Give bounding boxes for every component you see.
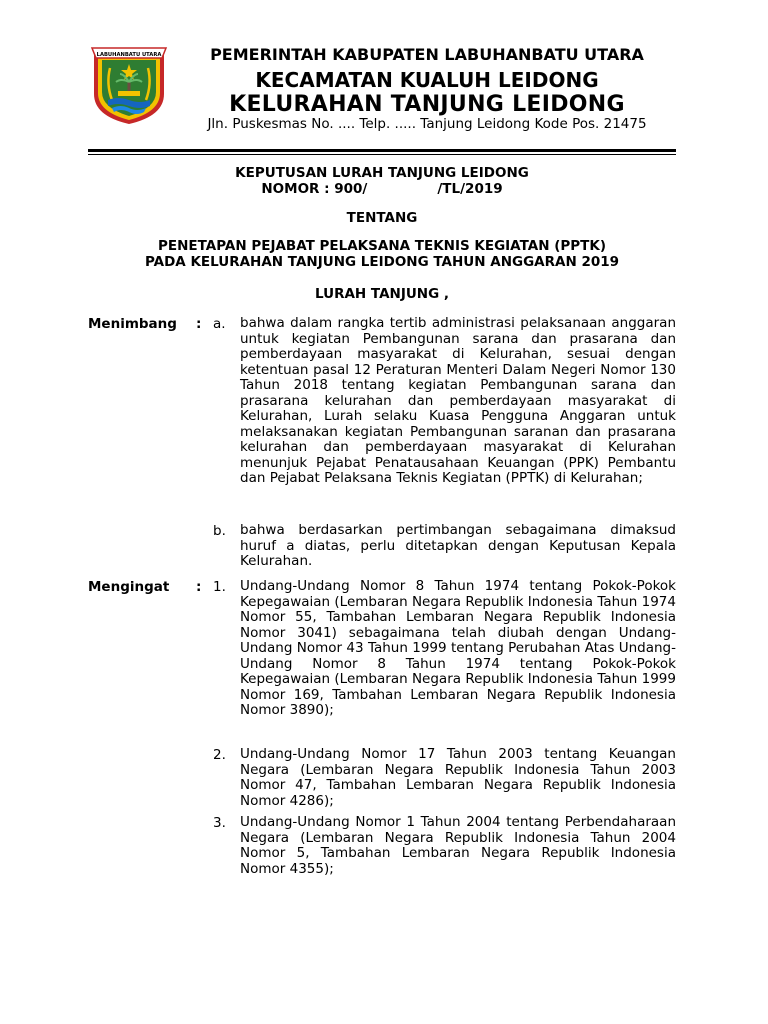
menimbang-label: Menimbang [88, 316, 177, 332]
regency-emblem-logo [88, 44, 170, 126]
header-rule-thin [88, 154, 676, 155]
menimbang-marker-a: a. [213, 316, 226, 332]
decree-official: LURAH TANJUNG , [314, 286, 450, 302]
mengingat-marker-3: 3. [213, 815, 226, 831]
logo-banner-text: LABUHANBATU UTARA [96, 52, 162, 58]
mengingat-item-3: Undang-Undang Nomor 1 Tahun 2004 tentang Perbendaharaan Negara (Lembaran Negara Republik Indonesia Tahun 2004 Nomor 5, Tambahan Lembaran Negara Republik Indonesia Nomor 4355); [240, 814, 676, 877]
decree-title: KEPUTUSAN LURAH TANJUNG LEIDONG [235, 165, 529, 181]
decree-subject-line1: PENETAPAN PEJABAT PELAKSANA TEKNIS KEGIATAN (PPTK) [157, 238, 606, 254]
mengingat-marker-1: 1. [213, 579, 226, 595]
menimbang-item-a: bahwa dalam rangka tertib administrasi pelaksanaan anggaran untuk kegiatan Pembangunan sarana dan prasarana dan pemberdayaan masyarakat di Kelurahan, sesuai dengan ketentuan pasal 12 Peraturan Menteri Dalam Negeri Nomor 130 Tahun 2018 tentang kegiatan Pembangunan sarana dan prasarana kelurahan dan pemberdayaan masyarakat di Kelurahan, Lurah selaku Kuasa Pengguna Anggaran untuk melaksanakan kegiatan Pembangunan saranan dan prasarana kelurahan dan pemberdayaan masyarakat di Kelurahan menunjuk Pejabat Penatausahaan Keuangan (PPK) Pembantu dan Pejabat Pelaksana Teknis Kegiatan (PPTK) di Kelurahan; [240, 315, 676, 486]
header-address: Jln. Puskesmas No. .... Telp. ..... Tanjung Leidong Kode Pos. 21475 [207, 116, 647, 132]
header-village: KELURAHAN TANJUNG LEIDONG [229, 92, 625, 117]
header-government: PEMERINTAH KABUPATEN LABUHANBATU UTARA [210, 45, 644, 64]
mengingat-colon: : [196, 579, 202, 595]
decree-subject-line2: PADA KELURAHAN TANJUNG LEIDONG TAHUN ANGGARAN 2019 [144, 254, 620, 270]
menimbang-colon: : [196, 316, 202, 332]
menimbang-marker-b: b. [213, 523, 226, 539]
header-rule-thick [88, 149, 676, 152]
decree-subject [88, 238, 676, 270]
menimbang-item-b: bahwa berdasarkan pertimbangan sebagaimana dimaksud huruf a diatas, perlu ditetapkan dengan Keputusan Kepala Kelurahan. [240, 522, 676, 569]
mengingat-item-2: Undang-Undang Nomor 17 Tahun 2003 tentang Keuangan Negara (Lembaran Negara Republik Indonesia Tahun 2003 Nomor 47, Tambahan Lembaran Negara Republik Indonesia Nomor 4286); [240, 746, 676, 809]
decree-tentang: TENTANG [346, 210, 418, 226]
mengingat-item-1: Undang-Undang Nomor 8 Tahun 1974 tentang Pokok-Pokok Kepegawaian (Lembaran Negara Republik Indonesia Tahun 1974 Nomor 55, Tambahan Lembaran Negara Republik Indonesia Nomor 3041) sebagaimana telah diubah dengan Undang-Undang Nomor 43 Tahun 1999 tentang Perubahan Atas Undang-Undang Nomor 8 Tahun 1974 tentang Pokok-Pokok Kepegawaian (Lembaran Negara Republik Indonesia Tahun 1999 Nomor 169, Tambahan Lembaran Negara Republik Indonesia Nomor 3890); [240, 578, 676, 718]
decree-number-prefix: NOMOR : 900/ [261, 181, 368, 197]
mengingat-label: Mengingat [88, 579, 170, 595]
decree-number [88, 181, 676, 197]
decree-number-suffix: /TL/2019 [437, 181, 503, 197]
header-district: KECAMATAN KUALUH LEIDONG [255, 68, 599, 92]
mengingat-marker-2: 2. [213, 747, 226, 763]
